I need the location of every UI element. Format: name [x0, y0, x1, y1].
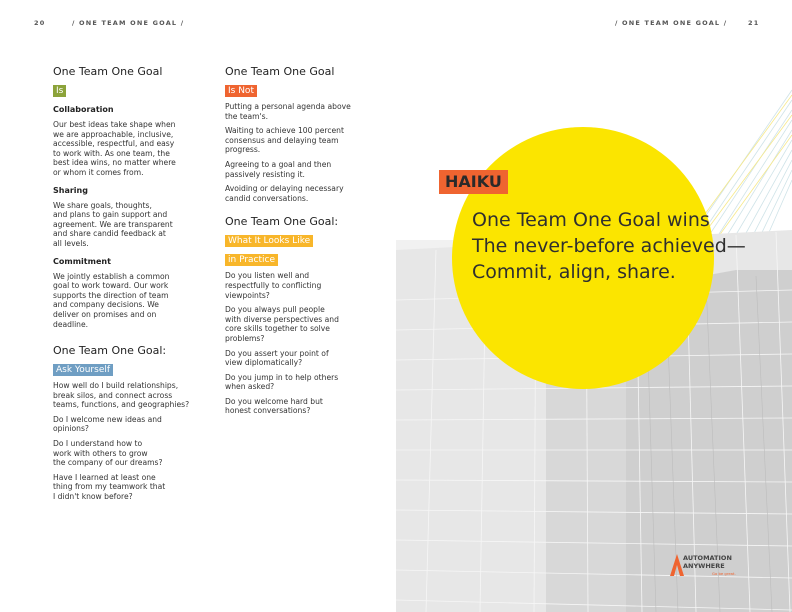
- haiku-text: [472, 207, 792, 285]
- practice-section: [225, 215, 365, 416]
- ask-section: [53, 344, 203, 502]
- logo-wordmark: AUTOMATION ANYWHERE: [683, 554, 732, 570]
- running-head-left: / ONE TEAM ONE GOAL /: [72, 19, 185, 27]
- haiku-line-2: The never-before achieved—: [472, 235, 746, 257]
- practice-question: Do you always pull people with diverse perspectives and core skills together to solve problems?: [225, 305, 339, 343]
- sharing-text: We share goals, thoughts, and plans to gain support and agreement. We are transparent and share candid feedback at all levels.: [53, 200, 173, 248]
- practice-question: Do you welcome hard but honest conversations?: [225, 396, 323, 416]
- ask-question: How well do I build relationships, break silos, and connect across teams, functions, and geographies?: [53, 381, 190, 410]
- practice-tag-line-2: in Practice: [225, 254, 278, 266]
- is-section: [53, 65, 203, 329]
- page-number-right: 21: [748, 19, 760, 27]
- haiku-line-1: One Team One Goal wins: [472, 209, 710, 231]
- commitment-heading: Commitment: [53, 256, 111, 266]
- ask-yourself-tag: Ask Yourself: [53, 364, 113, 376]
- is-not-item: Agreeing to a goal and then passively resisting it.: [225, 159, 332, 179]
- is-not-section-title: One Team One Goal: [225, 65, 335, 78]
- commitment-text: We jointly establish a common goal to work toward. Our work supports the direction of team and company decisions. We deliver on promises and on deadline.: [53, 271, 170, 329]
- collaboration-text: Our best ideas take shape when we are approachable, inclusive, accessible, respectful, and easy to work with. As one team, the best idea wins, no matter where or whom it comes from.: [53, 120, 176, 177]
- haiku-tag: HAIKU: [439, 170, 508, 194]
- is-not-tag: Is Not: [225, 85, 257, 97]
- is-not-section: [225, 65, 365, 203]
- running-head-right: / ONE TEAM ONE GOAL /: [615, 19, 728, 27]
- is-section-title: One Team One Goal: [53, 65, 163, 78]
- ask-section-title: One Team One Goal:: [53, 344, 167, 358]
- is-not-item: Waiting to achieve 100 percent consensus and delaying team progress.: [225, 126, 344, 155]
- practice-question: Do you assert your point of view diplomatically?: [225, 348, 329, 368]
- ask-question: Do I understand how to work with others to grow the company of our dreams?: [53, 439, 163, 468]
- collaboration-heading: Collaboration: [53, 105, 114, 114]
- ask-question: Have I learned at least one thing from my teamwork that I didn't know before?: [53, 472, 166, 502]
- sharing-heading: Sharing: [53, 185, 88, 195]
- practice-question: Do you listen well and respectfully to conflicting viewpoints?: [225, 271, 322, 300]
- haiku-line-3: Commit, align, share.: [472, 261, 676, 283]
- page-number-left: 20: [34, 19, 46, 27]
- logo-tagline: Go be great.: [712, 571, 736, 576]
- practice-section-title: One Team One Goal:: [225, 215, 339, 229]
- left-column: [53, 65, 203, 502]
- right-column: [225, 65, 365, 416]
- practice-question: Do you jump in to help others when asked?: [225, 372, 339, 392]
- ask-question: Do I welcome new ideas and opinions?: [53, 414, 162, 434]
- is-not-item: Putting a personal agenda above the team's.: [225, 102, 351, 121]
- is-not-item: Avoiding or delaying necessary candid conversations.: [225, 184, 344, 203]
- practice-tag-line-1: What It Looks Like: [225, 235, 313, 247]
- right-page: [396, 0, 792, 612]
- is-tag: Is: [53, 85, 66, 97]
